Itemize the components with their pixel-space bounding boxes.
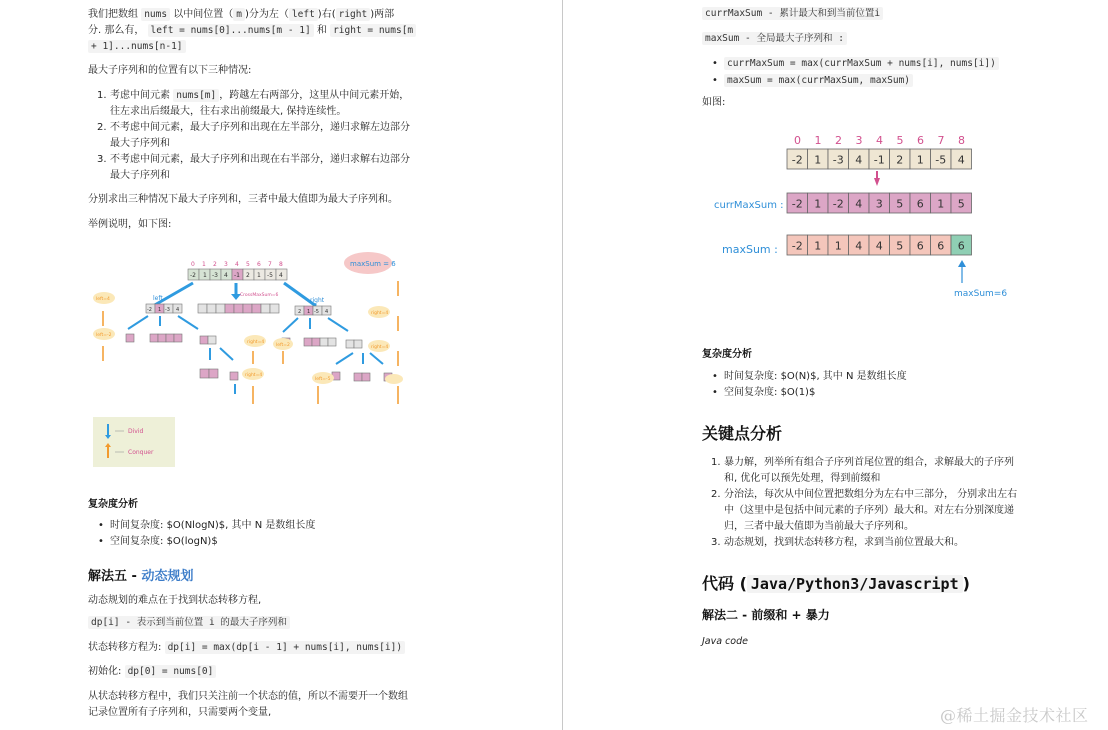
svg-text:2: 2 xyxy=(896,153,904,167)
cases-list xyxy=(88,88,433,184)
inline-code: nums xyxy=(141,8,170,21)
svg-text:0: 0 xyxy=(794,134,801,147)
initialization: 初始化: dp[0] = nums[0] xyxy=(88,664,216,680)
svg-text:4: 4 xyxy=(224,272,228,279)
svg-text:4: 4 xyxy=(325,309,329,315)
svg-text:5: 5 xyxy=(896,134,904,147)
code-section-title: 代码 ( Java/Python3/Javascript ) xyxy=(702,574,970,593)
svg-text:6: 6 xyxy=(917,134,924,147)
svg-text:-1: -1 xyxy=(873,153,885,167)
figure-intro: 如图: xyxy=(702,97,726,108)
text: 以中间位置（ xyxy=(173,9,234,20)
svg-text:1: 1 xyxy=(916,153,924,167)
svg-text:1: 1 xyxy=(834,239,842,253)
closing-paragraph: 从状态转移方程中，我们只关注前一个状态的值，所以不需要开一个数组 记录位置所有子序列和，只需要两个变量, xyxy=(88,691,408,718)
inline-code: right = nums[m xyxy=(330,24,416,37)
svg-text:2: 2 xyxy=(835,134,842,147)
svg-text:right=4: right=4 xyxy=(371,311,389,316)
svg-text:4: 4 xyxy=(876,134,883,147)
svg-text:-2: -2 xyxy=(791,239,803,253)
svg-text:7: 7 xyxy=(937,134,945,147)
svg-text:-5: -5 xyxy=(935,153,947,167)
svg-text:maxSum = 6: maxSum = 6 xyxy=(350,260,396,268)
key-points-list xyxy=(702,455,1047,551)
svg-text:1: 1 xyxy=(814,153,822,167)
svg-text:Divid: Divid xyxy=(128,428,144,435)
inline-code: nums[m] xyxy=(173,89,219,102)
svg-text:left=-5: left=-5 xyxy=(315,377,331,382)
svg-text:2: 2 xyxy=(213,261,217,268)
svg-text:left=-2: left=-2 xyxy=(96,333,112,338)
svg-text:6: 6 xyxy=(937,239,945,253)
text: 和 xyxy=(316,25,327,36)
svg-text:6: 6 xyxy=(916,239,924,253)
inline-code: + 1]...nums[n-1] xyxy=(88,40,186,53)
svg-text:4: 4 xyxy=(957,153,965,167)
divide-conquer-diagram xyxy=(88,236,428,481)
svg-text:7: 7 xyxy=(268,261,272,268)
svg-text:5: 5 xyxy=(896,239,904,253)
svg-text:4: 4 xyxy=(176,307,180,313)
list-item: • currMaxSum = max(currMaxSum + nums[i], nums[i]) xyxy=(702,55,999,72)
formula-list xyxy=(702,55,999,89)
inline-code: left = nums[0]...nums[m - 1] xyxy=(148,24,314,37)
svg-text:right=4: right=4 xyxy=(371,345,389,350)
svg-text:3: 3 xyxy=(855,134,863,147)
svg-text:5: 5 xyxy=(896,197,904,211)
svg-text:1: 1 xyxy=(158,307,162,313)
svg-text:4: 4 xyxy=(855,197,863,211)
list-item: • 空间复杂度: $O(1)$ xyxy=(712,387,816,398)
svg-text:1: 1 xyxy=(814,134,822,147)
svg-text:currMaxSum :: currMaxSum : xyxy=(714,200,784,211)
svg-text:1: 1 xyxy=(814,239,822,253)
svg-text:maxSum=6: maxSum=6 xyxy=(954,289,1008,299)
svg-text:6: 6 xyxy=(957,239,965,253)
text: )分为左（ xyxy=(245,9,289,20)
list-item: • 时间复杂度: $O(NlogN)$, 其中 N 是数组长度 xyxy=(98,520,316,531)
svg-text:right: right xyxy=(310,297,325,304)
svg-text:Conquer: Conquer xyxy=(128,449,154,456)
key-points-title: 关键点分析 xyxy=(702,424,783,443)
summary-text: 分别求出三种情况下最大子序列和，三者中最大值即为最大子序列和。 xyxy=(88,194,398,205)
svg-text:6: 6 xyxy=(916,197,924,211)
svg-text:-1: -1 xyxy=(234,272,240,279)
list-item: • maxSum = max(currMaxSum, maxSum) xyxy=(702,72,999,89)
svg-text:0: 0 xyxy=(191,261,195,268)
list-item: • 空间复杂度: $O(logN)$ xyxy=(98,536,218,547)
list-item: 1. 考虑中间元素 nums[m] ，跨越左右两部分，这里从中间元素开始， 往左求出后缀最大，往右求出前缀最大, 保持连续性。 xyxy=(97,90,410,117)
list-item: 1. 暴力解，列举所有组合子序列首尾位置的组合，求解最大的子序列 和, 优化可以预先处理，得到前缀和 xyxy=(711,457,1014,484)
svg-text:-2: -2 xyxy=(190,272,196,279)
complexity-title: 复杂度分析 xyxy=(88,499,138,510)
svg-text:1: 1 xyxy=(257,272,261,279)
example-intro: 举例说明，如下图: xyxy=(88,219,172,230)
list-item: 2. 分治法，每次从中间位置把数组分为左右中三部分， 分别求出左右 中（这里中是包括中间元素的子序列）最大和。对左右分别深度递 归，三者中最大值即为当前最大子序列和。 xyxy=(711,489,1018,532)
svg-text:4: 4 xyxy=(875,239,883,253)
list-item: 3. 动态规划，找到状态转移方程，求到当前位置最大和。 xyxy=(711,537,964,548)
svg-text:3: 3 xyxy=(875,197,883,211)
list-item: 3. 不考虑中间元素，最大子序列和出现在右半部分，递归求解右边部分 最大子序列和 xyxy=(97,154,410,181)
text: 分. 那么有， xyxy=(88,25,145,36)
variable-max-sum: maxSum - 全局最大子序列和 : xyxy=(702,31,847,47)
svg-text:-2: -2 xyxy=(147,307,152,313)
svg-text:1: 1 xyxy=(202,261,206,268)
svg-text:-5: -5 xyxy=(267,272,273,279)
inline-code: m xyxy=(233,8,245,21)
svg-text:5: 5 xyxy=(246,261,250,268)
text: )两部 xyxy=(370,9,395,20)
svg-text:1: 1 xyxy=(307,309,311,315)
list-item: • 时间复杂度: $O(N)$, 其中 N 是数组长度 xyxy=(712,371,907,382)
intro-paragraph xyxy=(88,7,428,55)
dp-intro: 动态规划的难点在于找到状态转移方程, xyxy=(88,595,262,606)
svg-text:4: 4 xyxy=(855,239,863,253)
svg-text:left=4: left=4 xyxy=(96,297,110,302)
svg-text:left: left xyxy=(153,295,163,302)
page-divider xyxy=(562,0,563,730)
svg-text:-2: -2 xyxy=(832,197,844,211)
dp-arrays-diagram xyxy=(700,128,1010,303)
svg-text:5: 5 xyxy=(957,197,965,211)
svg-text:2: 2 xyxy=(298,309,302,315)
svg-text:8: 8 xyxy=(279,261,283,268)
svg-text:8: 8 xyxy=(958,134,965,147)
complexity-title: 复杂度分析 xyxy=(702,349,752,360)
svg-text:-5: -5 xyxy=(314,309,319,315)
svg-text:right=4: right=4 xyxy=(247,340,265,345)
svg-text:-2: -2 xyxy=(791,153,803,167)
svg-text:4: 4 xyxy=(855,153,863,167)
watermark: @稀土掘金技术社区 xyxy=(940,706,1089,725)
complexity-list xyxy=(702,369,907,401)
svg-text:maxSum :: maxSum : xyxy=(722,243,778,256)
svg-text:-2: -2 xyxy=(791,197,803,211)
section-title-dp: 解法五 - 动态规划 xyxy=(88,569,194,584)
svg-text:-3: -3 xyxy=(832,153,844,167)
svg-text:2: 2 xyxy=(246,272,250,279)
svg-text:4: 4 xyxy=(279,272,283,279)
svg-text:left=2: left=2 xyxy=(276,343,290,348)
right-page xyxy=(702,0,1042,730)
svg-text:CrossMaxSum=6: CrossMaxSum=6 xyxy=(240,293,279,298)
variable-curr-max-sum: currMaxSum - 累计最大和到当前位置i xyxy=(702,6,883,22)
svg-text:-3: -3 xyxy=(165,307,170,313)
svg-text:6: 6 xyxy=(257,261,261,268)
text: )右( xyxy=(317,9,336,20)
svg-text:right=4: right=4 xyxy=(245,373,263,378)
dp-definition: dp[i] - 表示到当前位置 i 的最大子序列和 xyxy=(88,615,290,631)
transition-equation: 状态转移方程为: dp[i] = max(dp[i - 1] + nums[i], nums[i]) xyxy=(88,640,405,656)
svg-text:1: 1 xyxy=(937,197,945,211)
cases-intro: 最大子序列和的位置有以下三种情况: xyxy=(88,65,252,76)
list-item: 2. 不考虑中间元素，最大子序列和出现在左半部分，递归求解左边部分 最大子序列和 xyxy=(97,122,410,149)
svg-text:4: 4 xyxy=(235,261,239,268)
svg-text:3: 3 xyxy=(224,261,228,268)
inline-code: left xyxy=(289,8,318,21)
svg-text:1: 1 xyxy=(814,197,822,211)
section-link-dp[interactable]: 动态规划 xyxy=(141,569,194,584)
text: 我们把数组 xyxy=(88,9,138,20)
solution2-title: 解法二 - 前缀和 + 暴力 xyxy=(702,608,830,622)
java-code-label: Java code xyxy=(702,636,748,647)
complexity-list xyxy=(88,518,315,550)
svg-text:-3: -3 xyxy=(212,272,218,279)
inline-code: right xyxy=(336,8,371,21)
svg-text:1: 1 xyxy=(203,272,207,279)
